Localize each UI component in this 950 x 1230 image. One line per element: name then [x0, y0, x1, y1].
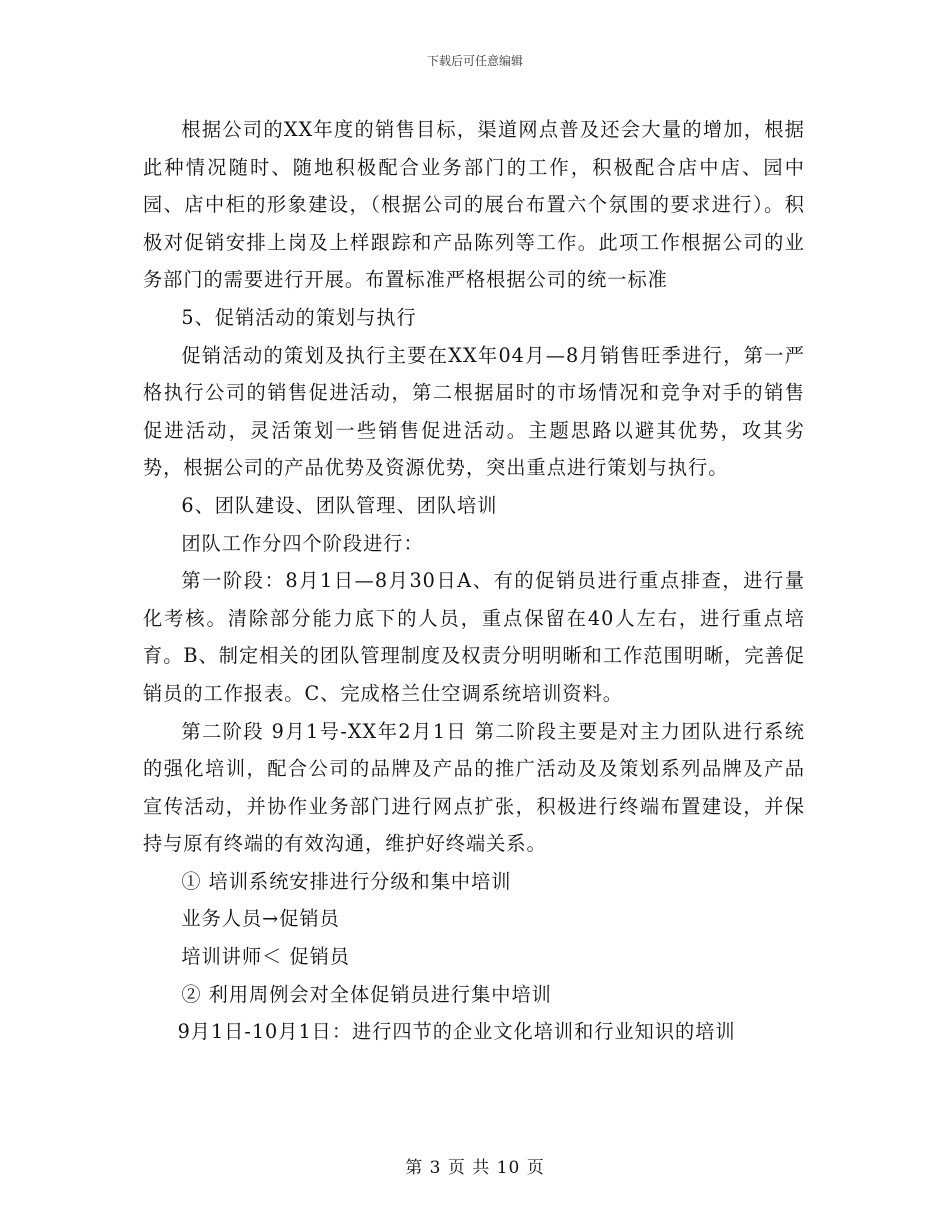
paragraph-stage-two: 第二阶段 9月1号-XX年2月1日 第二阶段主要是对主力团队进行系统的强化培训，配合公司的品牌及产品的推广活动及及策划系列品牌及产品宣传活动，并协作业务部门进行网点扩张，积极进行终端布置建设，并保持与原有终端的有效沟通，维护好终端关系。: [143, 719, 805, 856]
paragraph-team-stages: 团队工作分四个阶段进行：: [181, 531, 424, 555]
list-item-sales-to-promoter: 业务人员→促销员: [181, 907, 340, 931]
section-heading-promotion: 5、促销活动的策划与执行: [181, 305, 417, 329]
paragraph-sales-target: 根据公司的XX年度的销售目标，渠道网点普及还会大量的增加，根据此种情况随时、随地积极配合业务部门的工作，积极配合店中店、园中园、店中柜的形象建设，（根据公司的展台布置六个氛围的要求进行）。积极对促销安排上岗及上样跟踪和产品陈列等工作。此项工作根据公司的业务部门的需要进行开展。布置标准严格根据公司的统一标准: [143, 118, 805, 292]
document-body: [143, 111, 805, 1051]
paragraph-promotion-plan: 促销活动的策划及执行主要在XX年04月—8月销售旺季进行，第一严格执行公司的销售促进活动，第二根据届时的市场情况和竞争对手的销售促进活动，灵活策划一些销售促进活动。主题思路以避其优势，攻其劣势，根据公司的产品优势及资源优势，突出重点进行策划与执行。: [143, 343, 805, 480]
paragraph-stage-one: 第一阶段：8月1日—8月30日A、有的促销员进行重点排查，进行量化考核。清除部分能力底下的人员，重点保留在40人左右，进行重点培育。B、制定相关的团队管理制度及权责分明明晰和工作范围明晰，完善促销员的工作报表。C、完成格兰仕空调系统培训资料。: [143, 569, 805, 705]
section-heading-team: 6、团队建设、团队管理、团队培训: [181, 493, 498, 517]
list-item-weekly-meeting: ② 利用周例会对全体促销员进行集中培训: [181, 982, 552, 1006]
paragraph-training-schedule: 9月1日-10月1日：进行四节的企业文化培训和行业知识的培训: [177, 1020, 736, 1044]
list-item-training-system: ① 培训系统安排进行分级和集中培训: [181, 869, 512, 893]
header-note: 下载后可任意编辑: [426, 54, 523, 68]
list-item-trainer-to-promoter: 培训讲师＜ 促销员: [181, 945, 350, 969]
page-number: 第 3 页 共 10 页: [405, 1158, 545, 1178]
